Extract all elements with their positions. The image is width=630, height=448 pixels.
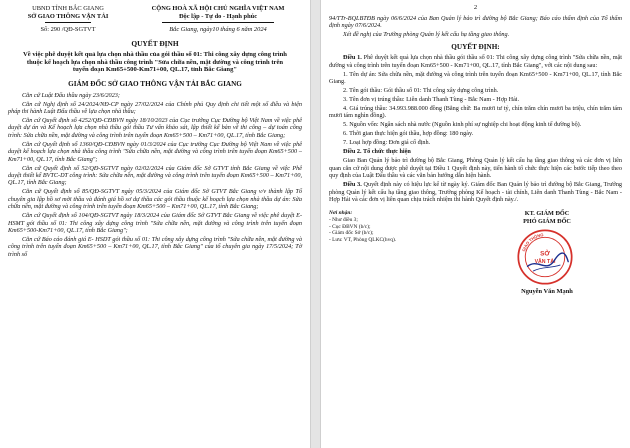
document-meta [8, 26, 302, 34]
recipient: - Cục ĐBVN (b/c); [329, 223, 371, 230]
continued-basis: 94/TTr-BQLBTĐB ngày 06/6/2024 của Ban Quản lý bảo trì đường bộ Bắc Giang; Báo cáo thẩm định của Tổ thẩm định ngày 07/6/2024. [329, 15, 622, 30]
recipient: - Giám đốc Sở (b/c); [329, 230, 374, 237]
legal-basis: Căn cứ Báo cáo đánh giá E- HSDT gói thầu số 01: Thi công xây dựng công trình "Sửa chữa nền, mặt đường và công trình trên tuyến đoạn Km65+500 – Km71+00, QL.17, tỉnh Bắc Giang" của tổ chuyên gia ngày 17/5/2024; Tờ trình số [8, 235, 302, 258]
legal-basis: Căn cứ Quyết định số 104/QĐ-SGTVT ngày 18/3/2024 của Giám đốc Sở GTVT Bắc Giang về việc phê duyệt E-HSMT gói thầu số 01: Thi công xây dựng công trình "Sửa chữa nền, mặt đường và công trình trên tuyến đoạn Km65+500-Km71+00, QL.17, tỉnh Bắc Giang"; [8, 212, 302, 234]
signer-name: Nguyễn Văn Mạnh [521, 288, 573, 296]
document-page-1 [0, 0, 310, 448]
article-clause: 6. Thời gian thực hiện gói thầu, hợp đồng: 180 ngày. [343, 130, 474, 138]
document-date: Bắc Giang, ngày10 tháng 6 năm 2024 [169, 25, 267, 33]
official-seal-icon [516, 228, 574, 286]
issuing-authority: GIÁM ĐỐC SỞ GIAO THÔNG VẬN TẢI BẮC GIANG [68, 80, 242, 89]
agency-name: UBND TỈNH BẮC GIANG [32, 5, 104, 12]
recipient: - Lưu: VT, Phòng QLKC(hvq). [329, 236, 397, 243]
document-number: Số: 290 /QĐ-SGTVT [40, 25, 96, 33]
signature-section [329, 210, 622, 295]
stamp-area [472, 226, 622, 288]
country-name: CỘNG HOÀ XÃ HỘI CHỦ NGHĨA VIỆT NAM [151, 5, 285, 12]
sign-title: PHÓ GIÁM ĐỐC [523, 217, 571, 225]
legal-basis: Căn cứ Nghị định số 24/2024/NĐ-CP ngày 27/02/2024 của Chính phủ Quy định chi tiết một số điều và biện pháp thi hành Luật Đấu thầu về lựa chọn nhà thầu; [8, 100, 302, 115]
issuing-body [8, 5, 128, 23]
article-clause: 4. Giá trúng thầu: 34.993.988.000 đồng (Bằng chữ: Ba mươi tư tỷ, chín trăm chín mươi ba triệu, chín trăm tám mươi tám nghìn đồng). [329, 105, 622, 120]
national-motto: Độc lập - Tự do - Hạnh phúc [178, 12, 258, 20]
legal-basis: Căn cứ Quyết định số 1360/QĐ-CĐBVN ngày 01/3/2024 của Cục trưởng Cục Đường bộ Việt Nam về việc phê duyệt kế hoạch lựa chọn nhà thầu công trình "Sửa chữa nền, mặt đường và công trình trên tuyến đoạn Km65+500 – Km71+00, QL.17, tỉnh Bắc Giang"; [8, 140, 302, 163]
document-subject: Về việc phê duyệt kết quả lựa chọn nhà thầu của gói thầu số 01: Thi công xây dựng công trình thuộc kế hoạch lựa chọn nhà thầu công trình "Sửa chữa nền, mặt đường và công trình trên tuyến đoạn Km65+500-Km71+00, QL.17, tỉnh Bắc Giang" [23, 50, 287, 74]
svg-text:VẬN TẢI: VẬN TẢI [534, 259, 556, 266]
document-header [8, 5, 302, 23]
signer-block [472, 210, 622, 295]
article-2-heading: Điều 2. Tổ chức thực hiện [343, 148, 411, 156]
article-clause: 3. Tên đơn vị trúng thầu: Liên danh Thanh Tùng - Bắc Nam - Hợp Hải. [343, 96, 520, 104]
recipients-title: Nơi nhận: [329, 210, 353, 217]
decision-heading: QUYẾT ĐỊNH: [451, 42, 500, 51]
svg-text:GIAO THÔNG: GIAO THÔNG [520, 232, 544, 253]
recipients-block [329, 210, 459, 295]
header-divider [45, 22, 91, 23]
page-number: 2 [473, 4, 478, 11]
article-clause: 7. Loại hợp đồng: Đơn giá cố định. [343, 139, 431, 147]
decision-articles [329, 54, 622, 203]
document-title: QUYẾT ĐỊNH [131, 39, 179, 49]
legal-basis: Căn cứ Quyết định số 85/QĐ-SGTVT ngày 05/3/2024 của Giám đốc Sở GTVT Bắc Giang v/v thành lập Tổ chuyên gia lập hồ sơ mời thầu và đánh giá hồ sơ dự thầu các gói thầu thuộc kế hoạch lựa chọn nhà thầu dự án: Sửa chữa nền, mặt đường và công trình trên tuyến đoạn Km65+500 – Km71+00, QL.17, tỉnh Bắc Giang; [8, 188, 302, 211]
page-gutter [310, 0, 321, 448]
svg-text:SỞ: SỞ [540, 250, 550, 258]
motto-divider [162, 22, 274, 23]
department-name: SỞ GIAO THÔNG VẬN TẢI [27, 12, 109, 20]
article-2-body: Giao Ban Quản lý bảo trì đường bộ Bắc Giang, Phòng Quản lý kết cấu hạ tầng giao thông và các đơn vị liên quan căn cứ nội dung được phê duyệt tại Điều 1 Quyết định này, tiến hành tổ chức thực hiện các bước tiếp theo theo quy định của Luật Đấu thầu và các văn bản hướng dẫn hiện hành. [329, 157, 622, 180]
legal-basis: Căn cứ Quyết định số 52/QĐ-SGTVT ngày 02/02/2024 của Giám đốc Sở GTVT tỉnh Bắc Giang về việc Phê duyệt thiết kế BVTC-DT công trình: Sửa chữa nền, mặt đường và công trình trên tuyến đoạn Km65+500 – Km71+00, QL.17, tỉnh Bắc Giang; [8, 164, 302, 187]
article-lead: Điều 1. [343, 54, 362, 62]
document-page-2 [321, 0, 630, 448]
proposal-basis: Xét đề nghị của Trưởng phòng Quản lý kết cấu hạ tầng giao thông. [343, 31, 510, 39]
article-1: Điều 1. Phê duyệt kết quả lựa chọn nhà thầu gói thầu số 01: Thi công xây dựng công trình "Sửa chữa nền, mặt đường và công trình trên tuyến đoạn Km65+500 - Km71+00, QL.17, tỉnh Bắc Giang", với các nội dung sau: [329, 54, 623, 69]
legal-basis: Căn cứ Quyết định số 4252/QĐ-CĐBVN ngày 18/10/2023 của Cục trưởng Cục Đường bộ Việt Nam về việc phê duyệt dự án và Kế hoạch lựa chọn nhà thầu gói thầu Tư vấn khảo sát, lập thiết kế bản vẽ thi công – dự toán công trình: Sửa chữa nền, mặt đường và công trình trên tuyến đoạn Km65+500 – Km71+00, QL.17, tỉnh Bắc Giang; [8, 116, 302, 139]
sign-for: KT. GIÁM ĐỐC [524, 210, 570, 218]
legal-bases [8, 92, 302, 259]
article-clause: 5. Nguồn vốn: Ngân sách nhà nước (Nguồn kinh phí sự nghiệp chi hoạt động kinh tế đường bộ). [343, 121, 582, 129]
article-3: Điều 3. Quyết định này có hiệu lực kể từ ngày ký. Giám đốc Ban Quản lý bảo trì đường bộ Bắc Giang, Trưởng phòng Quản lý kết cấu hạ tầng giao thông, Trưởng phòng Kế hoạch - tài chính, Liên danh Thanh Tùng - Bắc Nam - Hợp Hải và các đơn vị liên quan chịu trách nhiệm thi hành Quyết định này./. [329, 181, 623, 204]
recipient: - Như điều 3; [329, 217, 358, 224]
article-lead: Điều 3. [343, 181, 362, 189]
national-title [134, 5, 302, 23]
article-clause: 1. Tên dự án: Sửa chữa nền, mặt đường và công trình trên tuyến đoạn Km65+500 - Km71+00, QL.17, tỉnh Bắc Giang. [329, 70, 622, 86]
legal-basis: Căn cứ Luật Đấu thầu ngày 23/6/2023; [22, 91, 120, 99]
article-clause: 2. Tên gói thầu: Gói thầu số 01: Thi công xây dựng công trình. [343, 87, 499, 95]
